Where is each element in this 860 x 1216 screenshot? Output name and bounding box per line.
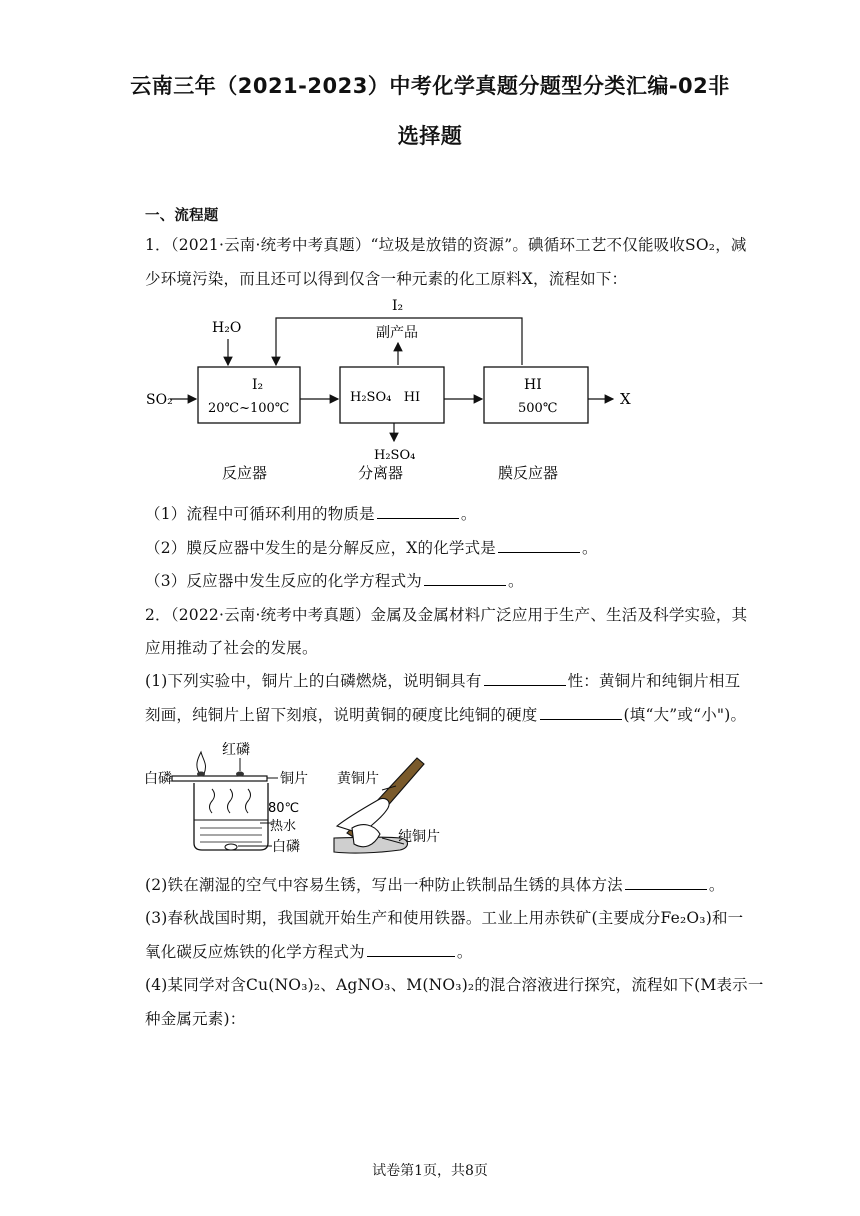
q1-stem-line1: 1．（2021·云南·统考中考真题）“垃圾是放错的资源”。碘循环工艺不仅能吸收SO₂，减 <box>145 236 747 254</box>
white-phosphorus-bottom-label: 白磷 <box>272 839 300 855</box>
q2-sub1-line2: 刻画，纯铜片上留下刻痕，说明黄铜的硬度比纯铜的硬度 (填“大”或“小")。 <box>145 706 747 724</box>
q1-sub2: （2）膜反应器中发生的是分解反应，X的化学式是 。 <box>145 539 598 557</box>
section-heading: 一、流程题 <box>145 208 219 224</box>
flow-diagram <box>140 295 660 490</box>
answer-blank[interactable] <box>367 942 455 957</box>
answer-blank[interactable] <box>625 875 707 890</box>
red-phosphorus-label: 红磷 <box>222 742 250 758</box>
brass-sheet-label: 黄铜片 <box>337 771 379 787</box>
answer-blank[interactable] <box>540 705 622 720</box>
hot-water-label: 热水 <box>270 819 297 834</box>
answer-blank[interactable] <box>424 571 506 586</box>
separator-caption: 分离器 <box>358 464 404 482</box>
byproduct-label: 副产品 <box>376 325 418 341</box>
answer-blank[interactable] <box>377 504 459 519</box>
q2-sub4-line2: 种金属元素)： <box>145 1010 246 1028</box>
page-title: 云南三年（2021-2023）中考化学真题分题型分类汇编-02非 <box>130 74 730 98</box>
white-phosphorus-left-label: 白磷 <box>144 771 172 787</box>
copper-sheet-label: 铜片 <box>280 771 308 787</box>
q2-stem-line2: 应用推动了社会的发展。 <box>145 639 318 657</box>
answer-blank[interactable] <box>484 671 566 686</box>
q1-sub3: （3）反应器中发生反应的化学方程式为 。 <box>145 572 524 590</box>
membrane-text-1: HI <box>524 377 542 393</box>
q2-sub1-line1: (1)下列实验中，铜片上的白磷燃烧，说明铜具有 性：黄铜片和纯铜片相互 <box>145 672 741 690</box>
separator-text: H₂SO₄ HI <box>350 390 421 405</box>
product-x-label: X <box>620 390 631 408</box>
q2-sub3-line2: 氧化碳反应炼铁的化学方程式为 。 <box>145 943 473 961</box>
pure-copper-sheet-label: 纯铜片 <box>398 829 440 845</box>
q2-sub2: (2)铁在潮湿的空气中容易生锈，写出一种防止铁制品生锈的具体方法 。 <box>145 876 725 894</box>
membrane-text-2: 500℃ <box>518 401 558 416</box>
reactor-text-1: I₂ <box>252 377 264 393</box>
flame-icon <box>197 752 206 774</box>
q1-sub1: （1）流程中可循环利用的物质是 。 <box>145 505 477 523</box>
h2so4-output-label: H₂SO₄ <box>374 448 416 463</box>
i2-recycle-label: I₂ <box>392 298 404 314</box>
experiment-figure <box>142 738 452 863</box>
h2o-label: H₂O <box>212 320 242 336</box>
q1-stem-line2: 少环境污染，而且还可以得到仅含一种元素的化工原料X，流程如下： <box>145 270 628 288</box>
membrane-reactor-caption: 膜反应器 <box>498 464 559 482</box>
temperature-label: 80℃ <box>268 801 300 816</box>
so2-label: SO₂ <box>146 392 173 408</box>
reactor-caption: 反应器 <box>222 464 268 482</box>
answer-blank[interactable] <box>498 538 580 553</box>
page-footer: 试卷第1页，共8页 <box>372 1163 488 1179</box>
q2-stem-line1: 2．（2022·云南·统考中考真题）金属及金属材料广泛应用于生产、生活及科学实验，其 <box>145 606 748 624</box>
q2-sub4-line1: (4)某同学对含Cu(NO₃)₂、AgNO₃、M(NO₃)₂的混合溶液进行探究，流程如下(M表示一 <box>145 976 764 994</box>
reactor-text-2: 20℃~100℃ <box>208 401 290 416</box>
q2-sub3-line1: (3)春秋战国时期，我国就开始生产和使用铁器。工业上用赤铁矿(主要成分Fe₂O₃)和一 <box>145 909 744 927</box>
page-title-cont: 选择题 <box>397 124 463 148</box>
